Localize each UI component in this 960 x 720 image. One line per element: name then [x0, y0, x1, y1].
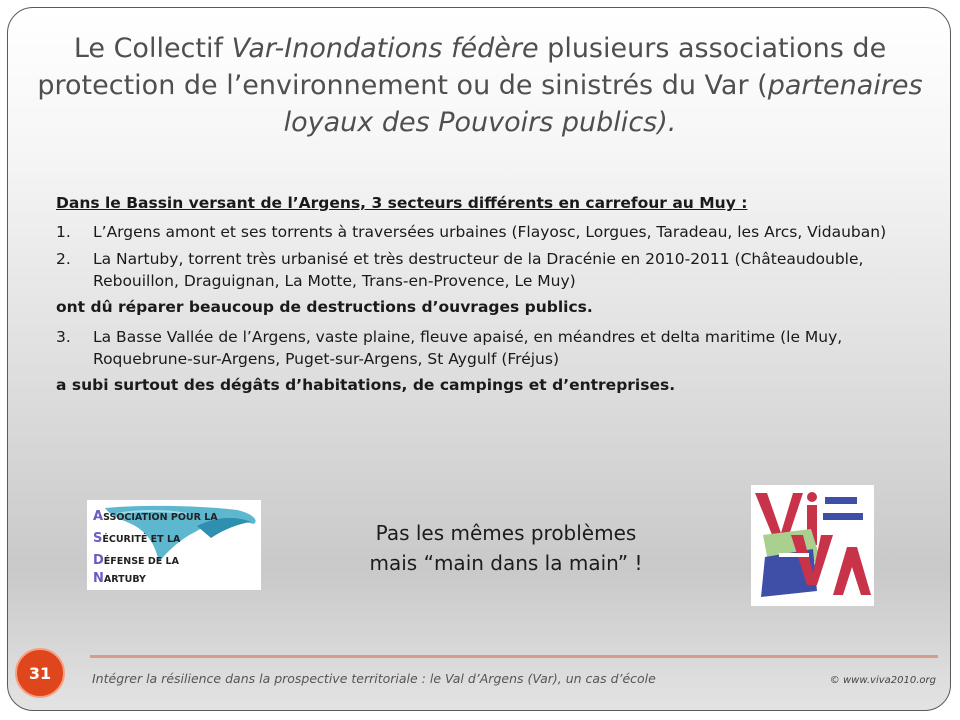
motto: [308, 518, 704, 578]
motto-line-1: Pas les mêmes problèmes: [375, 521, 637, 545]
bold-statement: ont dû réparer beaucoup de destructions d’ouvrages publics.: [56, 298, 593, 316]
title-part-2: plusieurs associations de protection de l’environnement ou de sinistrés du Var (: [37, 33, 887, 101]
bold-statement: a subi surtout des dégâts d’habitations, de campings et d’entreprises.: [56, 376, 676, 394]
title-italic-2: partenaires loyaux des Pouvoirs publics).: [283, 70, 923, 138]
asdn-text: [93, 506, 218, 587]
slide-title: [28, 30, 932, 141]
motto-line-2: mais “main dans la main” !: [369, 551, 643, 575]
list-number: 2.: [56, 250, 71, 268]
viva-logo: [751, 485, 874, 606]
footer-credit: © www.viva2010.org: [829, 675, 936, 686]
list-item: [56, 221, 916, 243]
asdn-line: [93, 506, 218, 528]
asdn-cap: D: [93, 553, 104, 568]
asdn-rest: ÉFENSE DE LA: [103, 556, 179, 567]
title-italic-1: Var-Inondations fédère: [231, 33, 539, 64]
asdn-rest: ÉCURITÉ ET LA: [102, 534, 181, 545]
slide: [7, 7, 951, 711]
list-text: L’Argens amont et ses torrents à traversées urbaines (Flayosc, Lorgues, Taradeau, les Arcs, Vidauban): [93, 223, 887, 241]
list-item: [56, 248, 916, 292]
asdn-logo: [87, 500, 261, 590]
asdn-cap: N: [93, 571, 104, 586]
asdn-rest: ARTUBY: [103, 574, 146, 585]
title-part-1: Le Collectif: [73, 33, 232, 64]
slide-body: [56, 194, 916, 404]
asdn-rest: SSOCIATION POUR LA: [103, 512, 218, 523]
footer-text: Intégrer la résilience dans la prospective territoriale : le Val d’Argens (Var), un cas d’école: [92, 671, 656, 686]
asdn-line: [93, 572, 218, 587]
asdn-line: [93, 528, 218, 550]
asdn-cap: A: [93, 509, 104, 524]
section-heading: Dans le Bassin versant de l’Argens, 3 secteurs différents en carrefour au Muy :: [56, 194, 748, 212]
list-number: 1.: [56, 223, 71, 241]
asdn-cap: S: [93, 531, 103, 546]
viva-logo-graphic: [751, 485, 874, 606]
list-number: 3.: [56, 328, 71, 346]
list-item: [56, 326, 916, 370]
list-text: La Nartuby, torrent très urbanisé et très destructeur de la Dracénie en 2010-2011 (Châteaudouble, Rebouillon, Draguignan, La Motte, Trans-en-Provence, Le Muy): [93, 250, 864, 290]
list-text: La Basse Vallée de l’Argens, vaste plaine, fleuve apaisé, en méandres et delta maritime (le Muy, Roquebrune-sur-Argens, Puget-sur-Argens, St Aygulf (Fréjus): [93, 328, 843, 368]
asdn-line: [93, 550, 218, 572]
footer-rule: [90, 655, 938, 658]
page-number-badge: 31: [15, 648, 65, 698]
